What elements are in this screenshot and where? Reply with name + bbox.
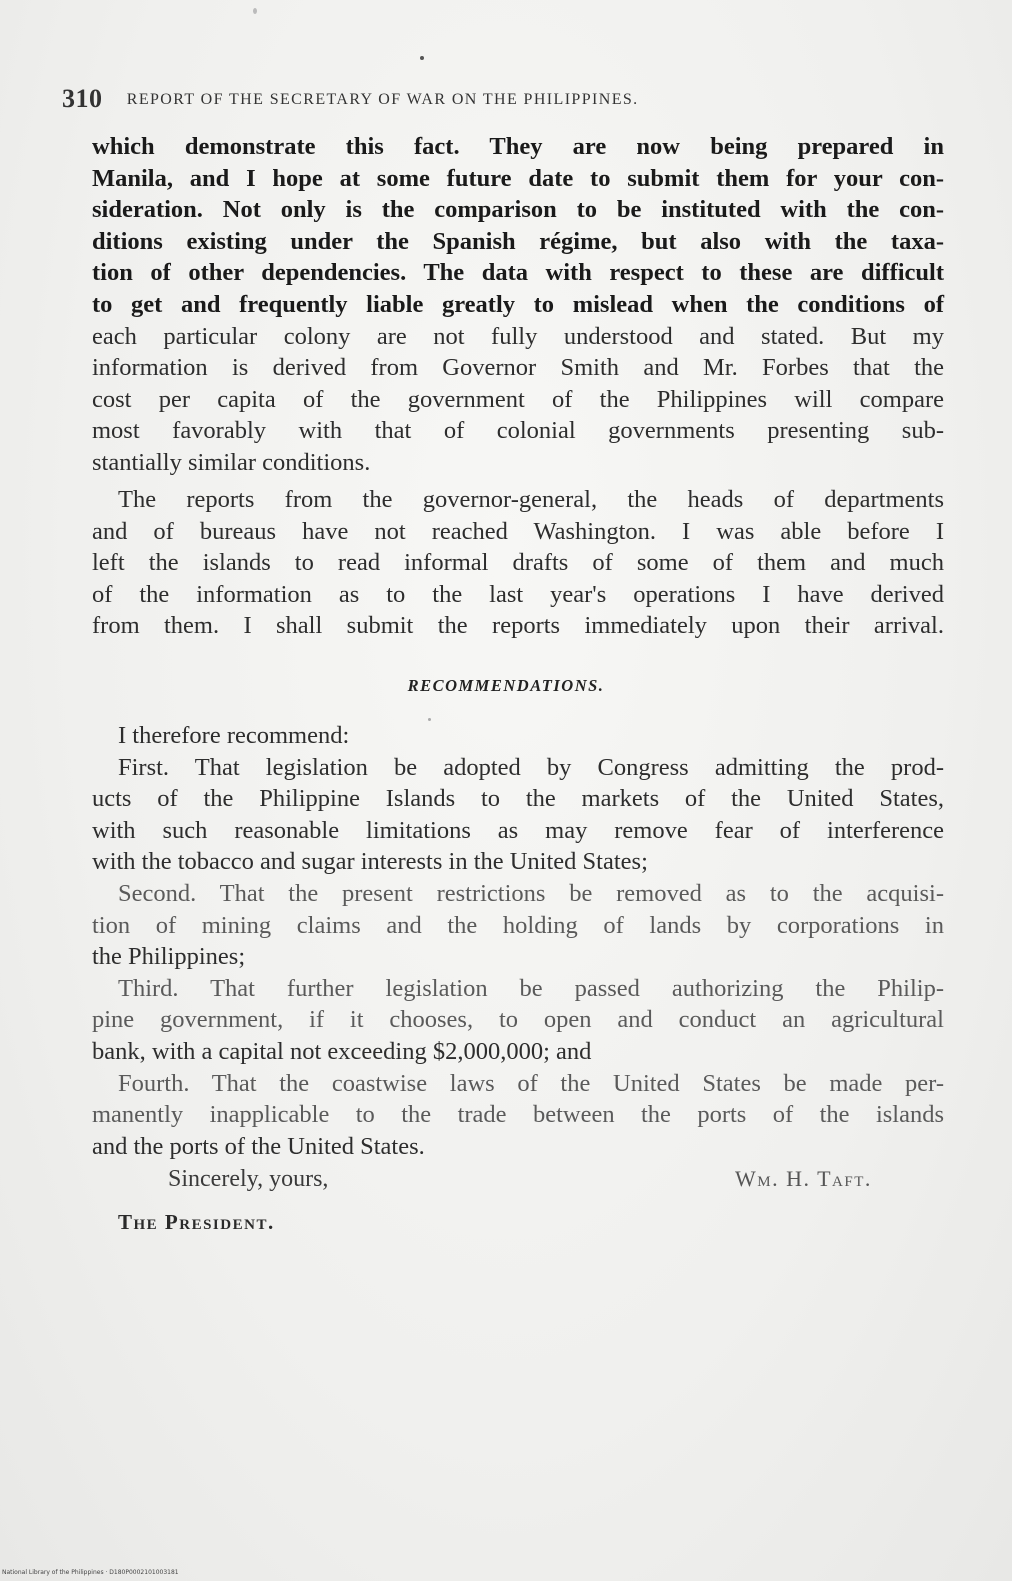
recommendation-third-line: bank, with a capital not exceeding $2,000,000; and bbox=[92, 1037, 592, 1065]
text-line: tion of other dependencies. The data with respect to these are difficult bbox=[92, 259, 944, 287]
text-line: from them. I shall submit the reports immediately upon their arrival. bbox=[92, 612, 944, 640]
text-line: information is derived from Governor Smith and Mr. Forbes that the bbox=[92, 354, 944, 382]
recommendation-first-line: with the tobacco and sugar interests in the United States; bbox=[92, 848, 648, 876]
scan-speck bbox=[420, 56, 424, 60]
text-line: of the information as to the last year's operations I have derived bbox=[92, 580, 944, 608]
recommendation-first-line: First. That legislation be adopted by Congress admitting the prod- bbox=[118, 753, 944, 781]
page-header bbox=[62, 84, 952, 114]
text-line: and of bureaus have not reached Washington. I was able before I bbox=[92, 517, 944, 545]
recommendation-second-line: the Philippines; bbox=[92, 943, 246, 971]
recommendation-second-line: tion of mining claims and the holding of lands by corporations in bbox=[92, 911, 944, 939]
text-line: to get and frequently liable greatly to mislead when the conditions of bbox=[92, 290, 944, 318]
text-line: stantially similar conditions. bbox=[92, 448, 371, 476]
page-number: 310 bbox=[62, 84, 103, 113]
text-line: which demonstrate this fact. They are now being prepared in bbox=[92, 133, 944, 160]
running-title: REPORT OF THE SECRETARY OF WAR ON THE PHILIPPINES. bbox=[126, 91, 639, 108]
text-line: cost per capita of the government of the Philippines will compare bbox=[92, 385, 944, 413]
text-line: most favorably with that of colonial governments presenting sub- bbox=[92, 417, 944, 445]
paragraph-reports bbox=[92, 484, 944, 642]
recommendation-first-line: ucts of the Philippine Islands to the markets of the United States, bbox=[92, 785, 944, 813]
text-line: left the islands to read informal drafts of some of them and much bbox=[92, 549, 944, 577]
footer-note: National Library of the Philippines · D180P0002101003181 bbox=[2, 1569, 179, 1576]
text-line: Manila, and I hope at some future date to submit them for your con- bbox=[92, 164, 944, 192]
signoff: Sincerely, yours, bbox=[168, 1166, 329, 1192]
recommendations-list bbox=[92, 720, 944, 1162]
recommendation-third-line: Third. That further legislation be passed authorizing the Philip- bbox=[118, 974, 944, 1002]
recommendation-fourth-line: and the ports of the United States. bbox=[92, 1132, 425, 1160]
recommendation-first-line: with such reasonable limitations as may remove fear of interference bbox=[92, 816, 944, 844]
recommendation-fourth-line: Fourth. That the coastwise laws of the United States be made per- bbox=[118, 1069, 944, 1097]
recommendations-intro: I therefore recommend: bbox=[118, 722, 350, 749]
signature: Wm. H. Taft. bbox=[735, 1166, 872, 1191]
addressee: The President. bbox=[118, 1210, 275, 1234]
recommendation-second-line: Second. That the present restrictions be removed as to the acquisi- bbox=[118, 879, 944, 907]
scan-speck bbox=[253, 8, 257, 14]
recommendation-third-line: pine government, if it chooses, to open and conduct an agricultural bbox=[92, 1006, 944, 1034]
recommendation-fourth-line: manently inapplicable to the trade between the ports of the islands bbox=[92, 1101, 944, 1129]
text-line: sideration. Not only is the comparison to be instituted with the con- bbox=[92, 196, 944, 224]
text-line: ditions existing under the Spanish régime, but also with the taxa- bbox=[92, 227, 944, 255]
text-line: The reports from the governor-general, the heads of departments bbox=[118, 486, 944, 513]
text-line: each particular colony are not fully understood and stated. But my bbox=[92, 322, 944, 350]
recommendations-heading: RECOMMENDATIONS. bbox=[407, 676, 605, 695]
paragraph-taxation-comparison bbox=[92, 131, 944, 479]
